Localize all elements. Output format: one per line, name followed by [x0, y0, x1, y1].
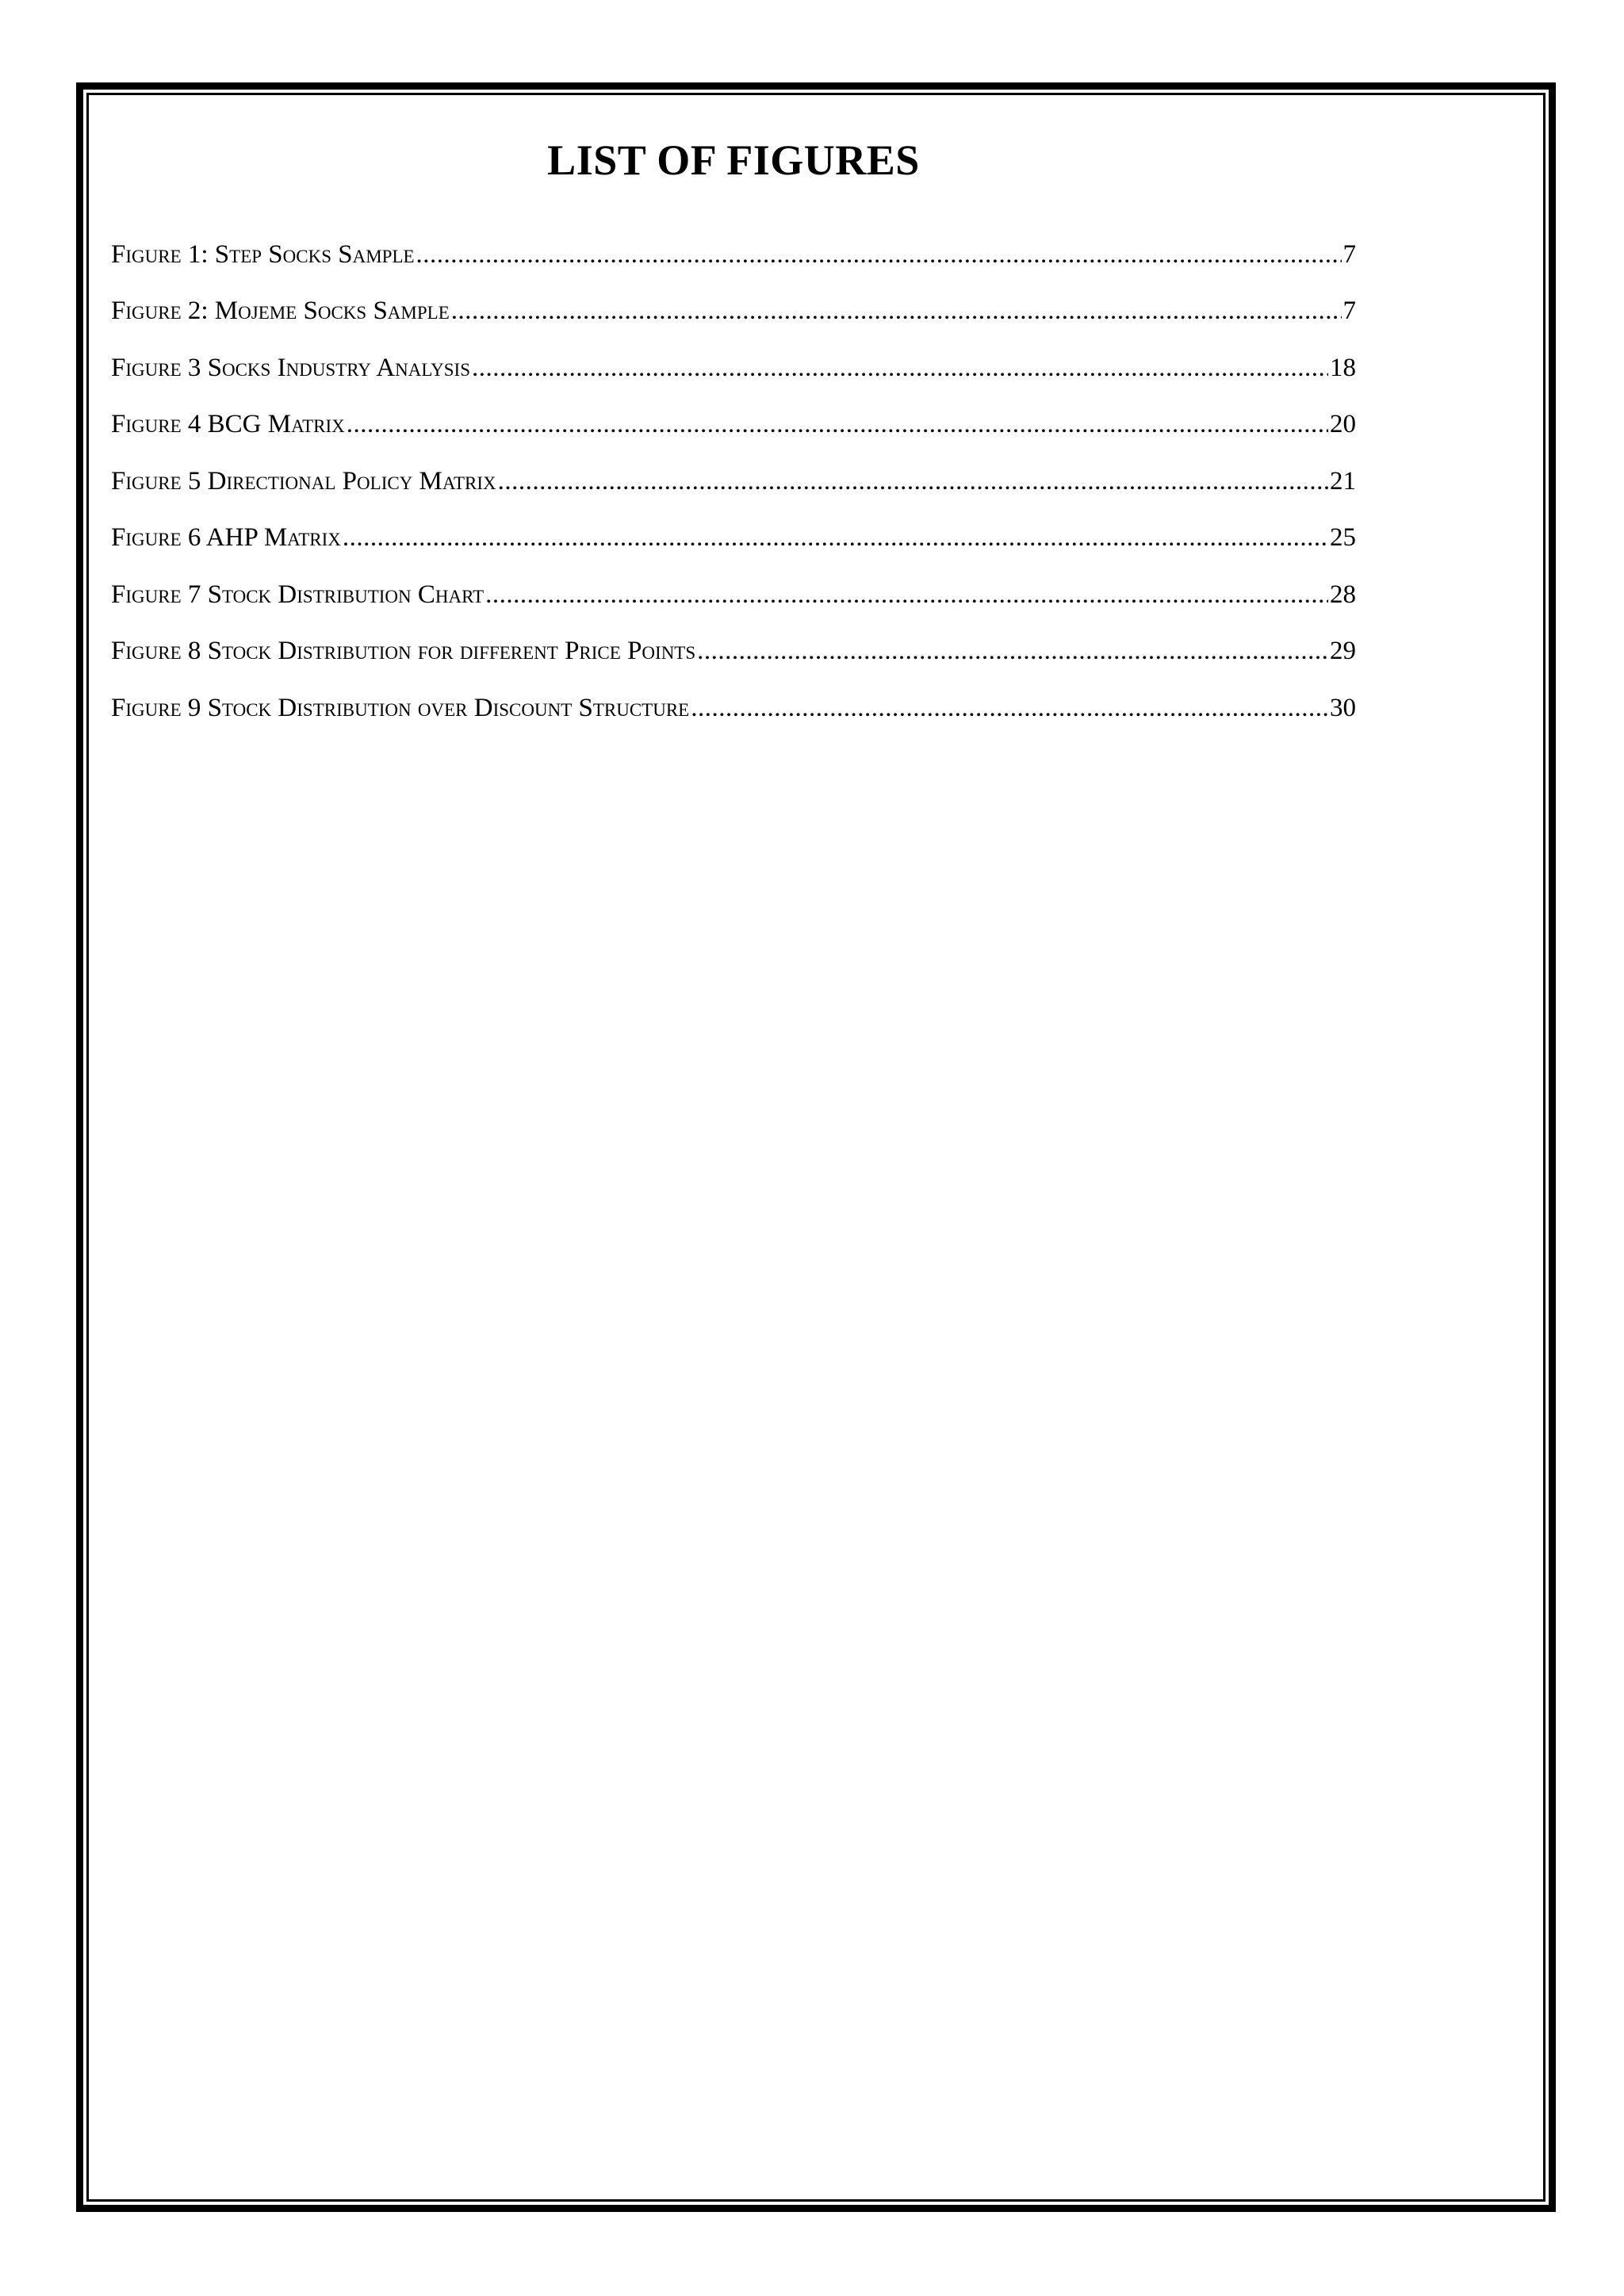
toc-entry-leader: [451, 298, 1342, 324]
figures-list: [111, 239, 1356, 752]
toc-entry[interactable]: [111, 298, 1356, 355]
toc-entry-label: Figure 1: Step Socks Sample: [111, 239, 415, 269]
toc-entry-page: 20: [1330, 410, 1356, 439]
toc-entry[interactable]: [111, 525, 1356, 582]
toc-entry-label: Figure 8 Stock Distribution for different Price Points: [111, 637, 696, 666]
toc-entry-page: 7: [1342, 239, 1356, 269]
toc-entry-leader: [347, 411, 1328, 438]
toc-entry-leader: [472, 355, 1328, 381]
toc-entry-page: 21: [1330, 466, 1356, 496]
toc-entry-label: Figure 7 Stock Distribution Chart: [111, 580, 485, 609]
toc-entry-page: 18: [1330, 353, 1356, 382]
toc-entry[interactable]: [111, 695, 1356, 752]
toc-entry-page: 7: [1342, 297, 1356, 326]
toc-entry-leader: [416, 242, 1342, 268]
toc-entry[interactable]: [111, 582, 1356, 639]
toc-entry-leader: [498, 469, 1328, 495]
document-content: [111, 135, 1356, 752]
toc-entry[interactable]: [111, 638, 1356, 695]
toc-entry-label: Figure 4 BCG Matrix: [111, 410, 345, 439]
toc-entry-page: 29: [1330, 637, 1356, 666]
toc-entry-label: Figure 3 Socks Industry Analysis: [111, 353, 470, 382]
toc-entry[interactable]: [111, 466, 1356, 526]
toc-entry[interactable]: [111, 239, 1356, 299]
toc-entry-leader: [691, 695, 1328, 721]
toc-entry-page: 30: [1330, 693, 1356, 722]
toc-entry-leader: [343, 525, 1328, 551]
toc-entry-page: 28: [1330, 580, 1356, 609]
toc-entry-label: Figure 6 AHP Matrix: [111, 523, 341, 553]
toc-entry-leader: [697, 638, 1328, 664]
toc-entry-label: Figure 5 Directional Policy Matrix: [111, 466, 496, 496]
page-title: LIST OF FIGURES: [547, 136, 920, 184]
toc-entry[interactable]: [111, 411, 1356, 469]
toc-entry-label: Figure 2: Mojeme Socks Sample: [111, 297, 450, 326]
toc-entry-page: 25: [1330, 523, 1356, 553]
toc-entry-label: Figure 9 Stock Distribution over Discount Structure: [111, 693, 690, 722]
toc-entry[interactable]: [111, 355, 1356, 412]
toc-entry-leader: [485, 582, 1328, 608]
